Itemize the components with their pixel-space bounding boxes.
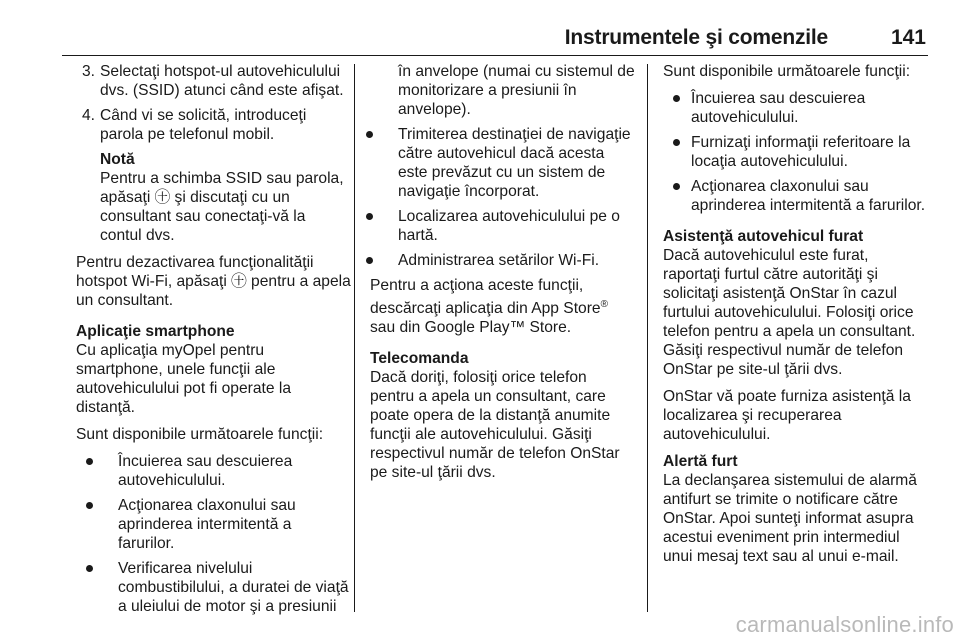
column-3 — [663, 62, 929, 574]
column-2 — [370, 62, 635, 490]
column-divider — [354, 64, 355, 612]
list-item: Furnizaţi informaţii referitoare la locaţia autovehiculului. — [663, 133, 929, 171]
page-header — [62, 22, 928, 52]
app-text-end: sau din Google Play™ Store. — [370, 319, 572, 337]
column-divider — [647, 64, 648, 612]
list-item: Încuierea sau descuierea autovehiculului. — [76, 452, 351, 490]
note — [76, 150, 351, 245]
list-item: Încuierea sau descuierea autovehiculului. — [663, 89, 929, 127]
chapter-title: Instrumentele şi comenzile — [564, 26, 828, 49]
section-heading-remote: Telecomanda — [370, 350, 469, 368]
note-heading: Notă — [100, 151, 135, 168]
list-item: Localizarea autovehiculului pe o hartă. — [356, 207, 635, 245]
onstar-paragraph: OnStar vă poate furniza asistenţă la localizarea şi recuperarea autovehiculului. — [663, 388, 911, 443]
alarm-paragraph: La declanşarea sistemului de alarmă antifurt se trimite o notificare către OnStar. Apoi sunteţi informat asupra acestui eveniment prin intermediul unui mesaj text sau al unui e-mail. — [663, 472, 917, 565]
continued-text: în anvelope (numai cu sistemul de monitorizare a presiunii în anvelope). — [398, 63, 635, 118]
section-heading-stolen: Asistenţă autovehicul furat — [663, 228, 864, 245]
functions-list — [76, 452, 351, 616]
list-item: Acţionarea claxonului sau aprinderea intermitentă a farurilor. — [663, 177, 929, 215]
hotspot-steps — [76, 62, 351, 144]
list-item: Acţionarea claxonului sau aprinderea intermitentă a farurilor. — [76, 496, 351, 553]
smartphone-paragraph: Cu aplicaţia myOpel pentru smartphone, unele funcţii ale autovehiculului pot fi operate la distanţă. — [76, 342, 291, 416]
header-rule — [62, 55, 928, 56]
list-item: Verificarea nivelului combustibilului, a duratei de viaţă a uleiului de motor şi a presiunii — [76, 559, 351, 616]
step-item — [76, 106, 351, 144]
note-text: Pentru a schimba SSID sau parola, apăsaţi ㊉ şi discutaţi cu un consultant sau conectaţi-vă la contul dvs. — [100, 170, 344, 244]
column-1 — [76, 62, 351, 622]
step-number: 3. — [82, 63, 96, 80]
app-text: Pentru a acţiona aceste funcţii, descărcaţi aplicaţia din App Store — [370, 277, 601, 318]
list-item: Trimiterea destinaţiei de navigaţie către autovehicul dacă acesta este prevăzut cu un sistem de navigaţie încorporat. — [356, 125, 635, 201]
step-item — [76, 62, 351, 100]
section-heading-smartphone: Aplicaţie smartphone — [76, 323, 235, 340]
functions-list — [356, 125, 635, 270]
section-heading-alarm: Alertă furt — [663, 453, 738, 470]
page-number: 141 — [890, 26, 926, 49]
step-text: Când vi se solicită, introduceţi parola pe telefonul mobil. — [100, 107, 307, 143]
stolen-paragraph: Dacă autovehiculul este furat, raportaţi furtul către autorităţi şi solicitaţi asistenţă OnStar în cazul furtului autovehiculului. Folosiţi orice telefon pentru a apela un consultant. Găsiţi respectivul număr de telefon OnStar pe site-ul ţării dvs. — [663, 247, 916, 378]
functions-intro: Sunt disponibile următoarele funcţii: — [663, 63, 911, 80]
list-item: Administrarea setărilor Wi-Fi. — [356, 251, 635, 270]
remote-paragraph: Dacă doriţi, folosiţi orice telefon pentru a apela un consultant, care poate opera de la distanţă anumite funcţii ale autovehiculului. Găsiţi respectivul număr de telefon OnStar pe site-ul ţării dvs. — [370, 369, 620, 482]
functions-list — [663, 89, 929, 215]
functions-intro: Sunt disponibile următoarele funcţii: — [76, 426, 324, 443]
registered-mark: ® — [600, 299, 608, 310]
step-text: Selectaţi hotspot-ul autovehiculului dvs. (SSID) atunci când este afişat. — [100, 63, 344, 99]
deactivate-paragraph: Pentru dezactivarea funcţionalităţii hotspot Wi-Fi, apăsaţi ㊉ pentru a apela un consultant. — [76, 254, 351, 309]
app-paragraph — [370, 276, 635, 337]
step-number: 4. — [82, 107, 96, 124]
site-watermark: carmanualsonline.info — [735, 612, 954, 637]
